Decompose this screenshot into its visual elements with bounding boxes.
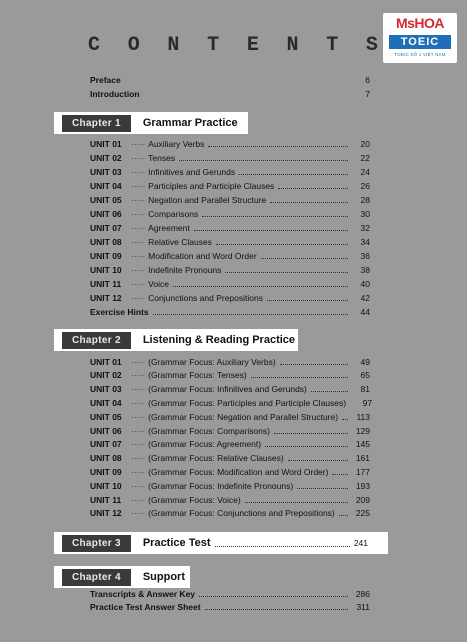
unit-topic: (Grammar Focus: Agreement) xyxy=(148,439,262,450)
unit-topic: (Grammar Focus: Relative Clauses) xyxy=(148,453,284,464)
chapter-3-heading[interactable] xyxy=(54,532,388,554)
toc-leader xyxy=(239,173,348,175)
chapter-title: Support xyxy=(142,571,185,583)
toc-row-preface[interactable] xyxy=(90,73,370,86)
unit-topic: (Grammar Focus: Comparisons) xyxy=(148,425,271,436)
toc-leader xyxy=(297,487,348,489)
unit-number: UNIT 11 xyxy=(90,494,122,505)
toc-unit-row[interactable] xyxy=(90,137,370,150)
toc-leader xyxy=(194,229,348,231)
toc-leader xyxy=(205,608,348,610)
unit-separator: ····· xyxy=(131,397,146,408)
toc-page-number: 161 xyxy=(355,453,370,464)
chapter-title: Practice Test xyxy=(142,537,211,549)
brand-logo xyxy=(383,13,457,63)
toc-unit-row[interactable] xyxy=(90,383,370,396)
unit-number: UNIT 05 xyxy=(90,411,122,422)
toc-page-number: 34 xyxy=(360,236,370,247)
unit-number: UNIT 04 xyxy=(90,397,122,408)
toc-unit-row[interactable] xyxy=(90,396,373,409)
toc-page-number: 97 xyxy=(362,397,373,408)
unit-separator: ····· xyxy=(131,384,146,395)
unit-separator: ····· xyxy=(131,356,146,367)
toc-leader xyxy=(280,363,348,365)
toc-label: Preface xyxy=(90,74,121,85)
unit-topic: Participles and Participle Clauses xyxy=(148,180,275,191)
unit-topic: (Grammar Focus: Voice) xyxy=(148,494,241,505)
toc-leader xyxy=(274,432,348,434)
toc-leader xyxy=(225,271,348,273)
unit-separator: ····· xyxy=(131,292,146,303)
contents-heading xyxy=(88,34,378,57)
unit-number: UNIT 12 xyxy=(90,292,122,303)
unit-topic: Conjunctions and Prepositions xyxy=(148,292,263,303)
toc-unit-row[interactable] xyxy=(90,221,370,234)
unit-number: UNIT 06 xyxy=(90,208,122,219)
toc-unit-row[interactable] xyxy=(90,507,370,520)
unit-number: UNIT 04 xyxy=(90,180,122,191)
logo-product-text: TOEIC xyxy=(389,35,451,49)
toc-page-number: 36 xyxy=(360,250,370,261)
heading-letter: N xyxy=(167,34,180,57)
toc-unit-row[interactable] xyxy=(90,369,370,382)
toc-page-number: 81 xyxy=(360,384,370,395)
toc-row-transcripts[interactable] xyxy=(90,587,370,600)
toc-page-number: 6 xyxy=(365,74,370,85)
chapter-1-heading[interactable] xyxy=(54,112,248,134)
unit-topic: (Grammar Focus: Infinitives and Gerunds) xyxy=(148,384,307,395)
toc-unit-row[interactable] xyxy=(90,479,370,492)
unit-number: UNIT 12 xyxy=(90,508,122,519)
unit-topic: (Grammar Focus: Conjunctions and Prepositions) xyxy=(148,508,335,519)
logo-brand-text: MsHOA xyxy=(395,15,445,31)
toc-page-number: 209 xyxy=(355,494,370,505)
toc-page-number: 286 xyxy=(355,588,370,599)
toc-label: Exercise Hints xyxy=(90,306,149,317)
toc-page-number: 145 xyxy=(355,439,370,450)
toc-page-number: 20 xyxy=(360,138,370,149)
toc-leader xyxy=(245,501,348,503)
unit-number: UNIT 05 xyxy=(90,194,122,205)
toc-page-number: 22 xyxy=(360,152,370,163)
unit-number: UNIT 10 xyxy=(90,264,122,275)
toc-leader xyxy=(216,243,348,245)
unit-separator: ····· xyxy=(131,250,146,261)
heading-letter: E xyxy=(246,34,259,57)
unit-topic: (Grammar Focus: Participles and Participle Clauses) xyxy=(148,397,347,408)
unit-topic: Relative Clauses xyxy=(148,236,212,247)
toc-row-exercise-hints[interactable] xyxy=(90,305,370,318)
unit-separator: ····· xyxy=(131,370,146,381)
heading-letter: N xyxy=(286,34,299,57)
unit-number: UNIT 06 xyxy=(90,425,122,436)
unit-number: UNIT 08 xyxy=(90,236,122,247)
toc-page-number: 49 xyxy=(360,356,370,367)
unit-number: UNIT 08 xyxy=(90,453,122,464)
toc-page-number: 42 xyxy=(360,292,370,303)
unit-number: UNIT 11 xyxy=(90,278,122,289)
unit-topic: Voice xyxy=(148,278,169,289)
unit-topic: Agreement xyxy=(148,222,190,233)
toc-label: Transcripts & Answer Key xyxy=(90,588,196,599)
chapter-title: Grammar Practice xyxy=(142,117,238,129)
unit-topic: (Grammar Focus: Modification and Word Order) xyxy=(148,466,329,477)
unit-number: UNIT 09 xyxy=(90,466,122,477)
toc-unit-row[interactable] xyxy=(90,165,370,178)
unit-number: UNIT 02 xyxy=(90,370,122,381)
toc-unit-row[interactable] xyxy=(90,452,370,465)
toc-leader xyxy=(265,445,348,447)
toc-page-number: 38 xyxy=(360,264,370,275)
heading-letter: T xyxy=(207,34,220,57)
toc-leader xyxy=(251,376,348,378)
unit-number: UNIT 01 xyxy=(90,138,122,149)
toc-page-number: 113 xyxy=(356,411,370,422)
toc-unit-row[interactable] xyxy=(90,355,370,368)
toc-page-number: 30 xyxy=(360,208,370,219)
toc-label: Practice Test Answer Sheet xyxy=(90,601,201,612)
toc-unit-row[interactable] xyxy=(90,207,370,220)
toc-unit-row[interactable] xyxy=(90,438,370,451)
toc-unit-row[interactable] xyxy=(90,465,370,478)
toc-leader xyxy=(270,201,348,203)
toc-page-number: 24 xyxy=(360,166,370,177)
unit-topic: Modification and Word Order xyxy=(148,250,257,261)
toc-row-introduction[interactable] xyxy=(90,87,370,100)
unit-topic: Auxiliary Verbs xyxy=(148,138,205,149)
toc-leader xyxy=(173,285,348,287)
toc-leader xyxy=(144,95,348,96)
toc-page-number: 241 xyxy=(353,538,368,548)
unit-topic: Comparisons xyxy=(148,208,199,219)
unit-topic: (Grammar Focus: Indefinite Pronouns) xyxy=(148,480,294,491)
unit-separator: ····· xyxy=(131,494,146,505)
toc-unit-row[interactable] xyxy=(90,249,370,262)
chapter-tag: Chapter 2 xyxy=(62,332,131,349)
toc-unit-row[interactable] xyxy=(90,179,370,192)
toc-unit-row[interactable] xyxy=(90,424,370,437)
unit-separator: ····· xyxy=(131,278,146,289)
toc-leader xyxy=(332,473,348,475)
toc-page-number: 177 xyxy=(355,466,370,477)
unit-separator: ····· xyxy=(131,152,146,163)
unit-number: UNIT 02 xyxy=(90,152,122,163)
unit-number: UNIT 09 xyxy=(90,250,122,261)
toc-leader xyxy=(288,459,348,461)
toc-leader xyxy=(342,418,348,420)
toc-unit-row[interactable] xyxy=(90,263,370,276)
unit-separator: ····· xyxy=(131,508,146,519)
unit-separator: ····· xyxy=(131,208,146,219)
chapter-title: Listening & Reading Practice xyxy=(142,334,296,346)
unit-separator: ····· xyxy=(131,466,146,477)
toc-leader xyxy=(261,257,348,259)
toc-unit-row[interactable] xyxy=(90,291,370,304)
toc-leader xyxy=(215,545,350,547)
toc-page-number: 311 xyxy=(356,601,370,612)
unit-number: UNIT 03 xyxy=(90,166,122,177)
toc-leader xyxy=(208,145,348,147)
toc-row-answer-sheet[interactable] xyxy=(90,600,370,613)
unit-separator: ····· xyxy=(131,264,146,275)
toc-page-number: 32 xyxy=(360,222,370,233)
unit-topic: Tenses xyxy=(148,152,176,163)
chapter-tag: Chapter 4 xyxy=(62,569,131,586)
toc-page-number: 40 xyxy=(360,278,370,289)
chapter-2-heading[interactable] xyxy=(54,329,298,351)
unit-number: UNIT 03 xyxy=(90,384,122,395)
chapter-tag: Chapter 1 xyxy=(62,115,131,132)
logo-tagline: TOEIC SỐ 1 VIỆT NAM xyxy=(394,52,446,57)
toc-leader xyxy=(199,595,348,597)
toc-page-number: 44 xyxy=(360,306,370,317)
toc-leader xyxy=(153,313,348,315)
chapter-4-heading[interactable] xyxy=(54,566,190,588)
chapter-tag: Chapter 3 xyxy=(62,535,131,552)
heading-letter: T xyxy=(326,34,339,57)
unit-separator: ····· xyxy=(131,138,146,149)
toc-leader xyxy=(339,514,348,516)
unit-topic: Negation and Parallel Structure xyxy=(148,194,267,205)
unit-separator: ····· xyxy=(131,411,146,422)
toc-unit-row[interactable] xyxy=(90,151,370,164)
unit-number: UNIT 07 xyxy=(90,439,122,450)
toc-unit-row[interactable] xyxy=(90,493,370,506)
heading-letter: C xyxy=(88,34,101,57)
toc-leader xyxy=(179,159,348,161)
toc-page-number: 193 xyxy=(355,480,370,491)
unit-separator: ····· xyxy=(131,180,146,191)
toc-page-number: 65 xyxy=(360,370,370,381)
unit-topic: (Grammar Focus: Auxiliary Verbs) xyxy=(148,356,276,367)
toc-page-number: 28 xyxy=(360,194,370,205)
unit-number: UNIT 10 xyxy=(90,480,122,491)
toc-page-number: 26 xyxy=(360,180,370,191)
toc-unit-row[interactable] xyxy=(90,410,370,423)
unit-separator: ····· xyxy=(131,425,146,436)
toc-leader xyxy=(278,187,348,189)
toc-leader xyxy=(267,299,348,301)
unit-topic: (Grammar Focus: Tenses) xyxy=(148,370,247,381)
toc-label: Introduction xyxy=(90,88,140,99)
heading-letter: S xyxy=(365,34,378,57)
toc-page-number: 7 xyxy=(365,88,370,99)
unit-separator: ····· xyxy=(131,236,146,247)
unit-number: UNIT 07 xyxy=(90,222,122,233)
unit-separator: ····· xyxy=(131,166,146,177)
toc-leader xyxy=(125,81,348,82)
unit-separator: ····· xyxy=(131,439,146,450)
toc-page-number: 129 xyxy=(355,425,370,436)
unit-separator: ····· xyxy=(131,453,146,464)
toc-leader xyxy=(311,390,348,392)
heading-letter: O xyxy=(127,34,140,57)
unit-topic: Infinitives and Gerunds xyxy=(148,166,236,177)
unit-separator: ····· xyxy=(131,222,146,233)
unit-topic: (Grammar Focus: Negation and Parallel Structure) xyxy=(148,411,339,422)
unit-number: UNIT 01 xyxy=(90,356,122,367)
unit-topic: Indefinite Pronouns xyxy=(148,264,222,275)
toc-unit-row[interactable] xyxy=(90,235,370,248)
toc-leader xyxy=(202,215,348,217)
toc-unit-row[interactable] xyxy=(90,193,370,206)
unit-separator: ····· xyxy=(131,480,146,491)
toc-unit-row[interactable] xyxy=(90,277,370,290)
unit-separator: ····· xyxy=(131,194,146,205)
toc-page-number: 225 xyxy=(355,508,370,519)
